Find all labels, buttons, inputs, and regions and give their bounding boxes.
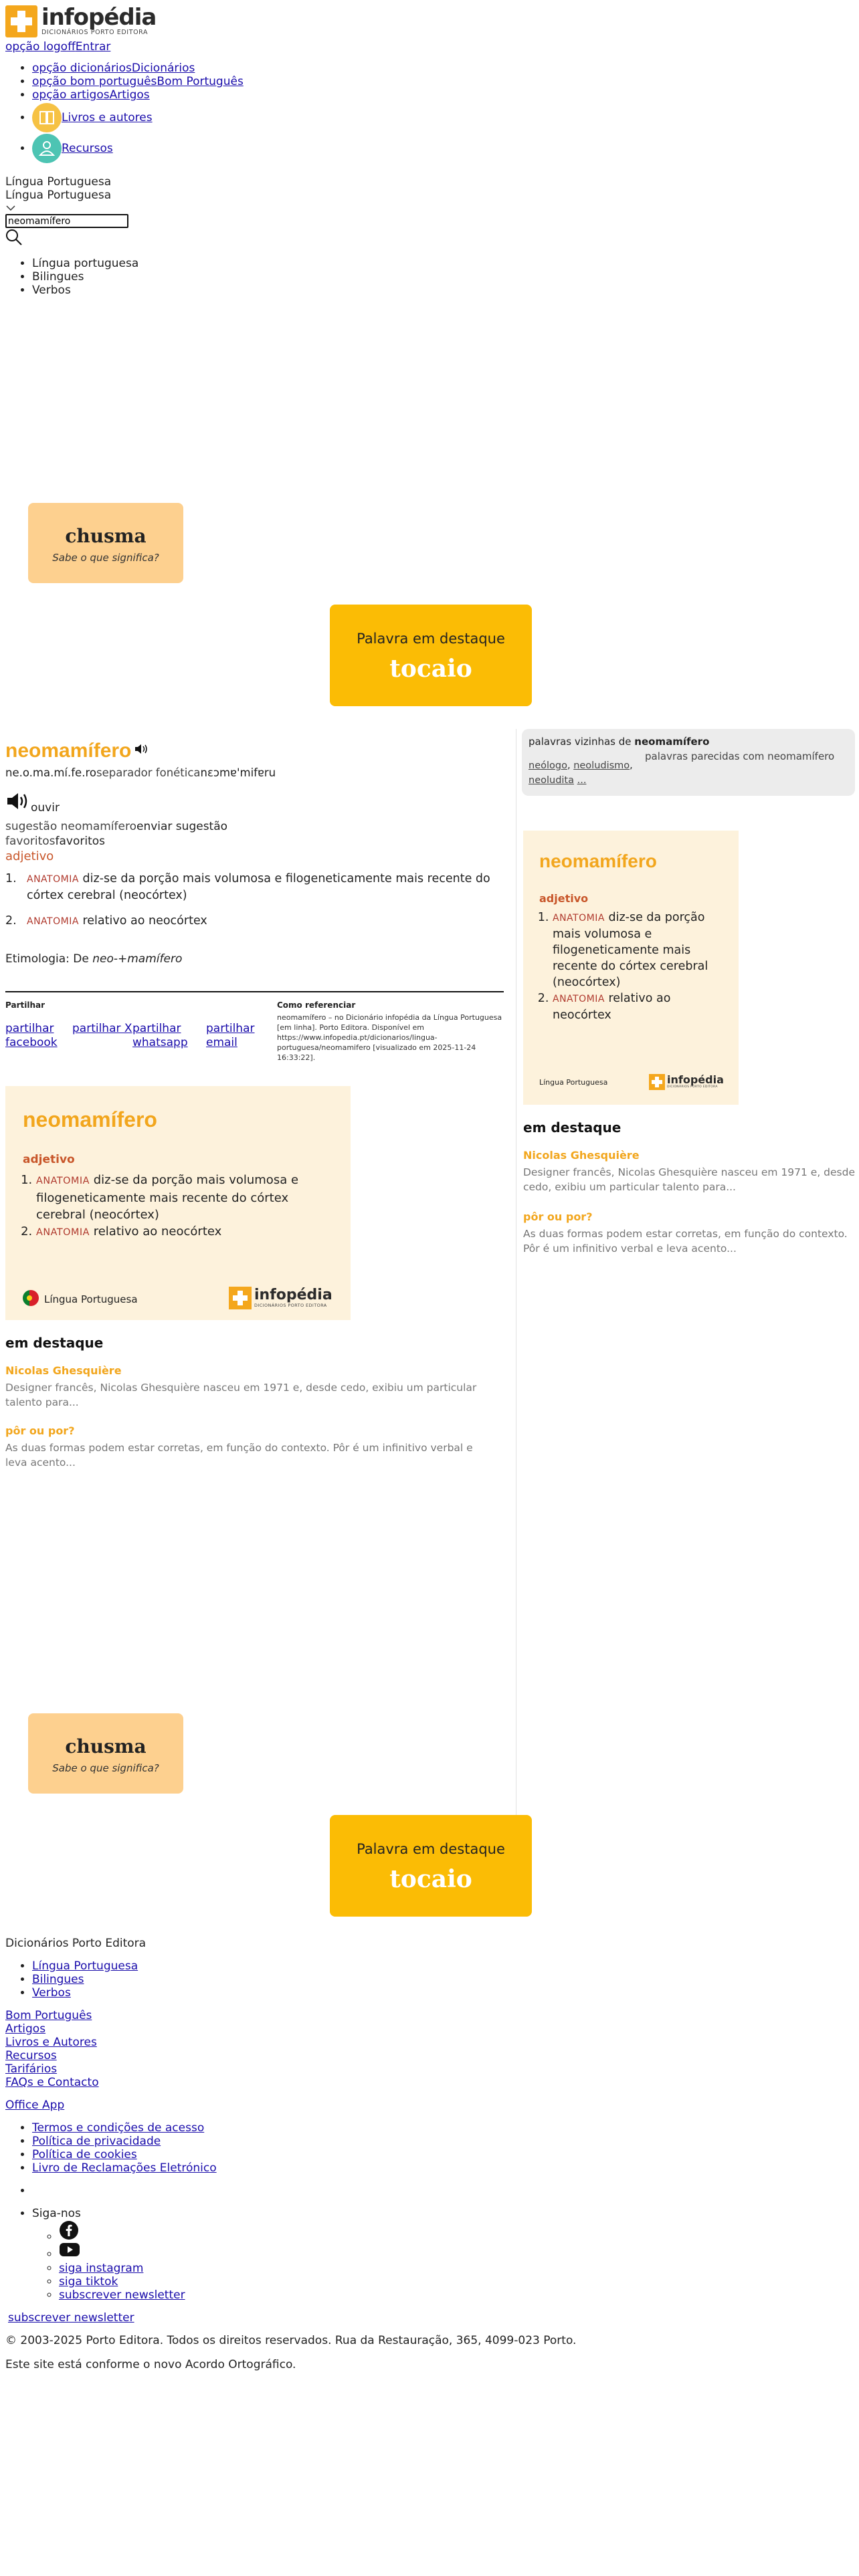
favorites-label: favoritos	[55, 835, 105, 848]
featured-word-card[interactable]	[330, 605, 532, 706]
logoff-image-icon: opção logoff	[5, 40, 76, 53]
card-pos: adjetivo	[539, 892, 589, 905]
sidebar-featured-article-2[interactable]	[523, 1210, 856, 1256]
syllables: ne.o.ma.mí.fe.ro	[5, 766, 96, 779]
quiz-card-bottom[interactable]	[28, 1713, 183, 1794]
sense-text: relativo ao neocórtex	[82, 914, 207, 928]
featured-label: Palavra em destaque	[357, 631, 505, 647]
nav-link-recursos[interactable]	[32, 142, 113, 155]
featured-article-2[interactable]	[5, 1424, 487, 1470]
card-sense-2	[553, 990, 727, 1023]
footer-link-recursos[interactable]: Recursos	[5, 2049, 57, 2062]
neighbor-word[interactable]: neoludismo	[573, 760, 630, 771]
suggestion-button[interactable]	[5, 820, 227, 834]
card-logo-name: infopédia	[254, 1286, 332, 1303]
quiz-question: Sabe o que significa?	[52, 552, 159, 564]
etymology-label: Etimologia: De	[5, 952, 89, 966]
nav-item-bom-portugues	[32, 75, 244, 88]
social-tiktok	[59, 2275, 576, 2288]
follow-label: Siga-nos	[32, 2207, 81, 2220]
speaker-icon	[5, 801, 31, 815]
footer-link-livros[interactable]: Livros e Autores	[5, 2036, 97, 2049]
share-whatsapp-button[interactable]: partilhar whatsapp	[132, 1022, 188, 1049]
nav-link-dicionarios[interactable]	[32, 62, 195, 75]
neighbors-title-prefix: palavras vizinhas de	[529, 736, 632, 748]
card-logo	[649, 1074, 724, 1090]
favorites-button[interactable]	[5, 835, 105, 849]
card-sense-area: ANATOMIA	[553, 994, 605, 1004]
sense-area: ANATOMIA	[27, 916, 79, 927]
article-summary: Designer francês, Nicolas Ghesquière nasceu em 1971 e, desde cedo, exibiu um particular talento para...	[523, 1166, 856, 1193]
card-sense-1	[553, 909, 727, 990]
footer-links	[5, 2009, 576, 2089]
copyright: © 2003-2025 Porto Editora. Todos os direitos reservados. Rua da Restauração, 365, 4099-023 Porto.	[5, 2334, 577, 2347]
sidebar-featured-title: em destaque	[523, 1119, 622, 1136]
card-sense-2	[36, 1223, 330, 1241]
footer-dictionary-links	[5, 1959, 576, 2000]
footer-link-termos[interactable]: Termos e condições de acesso	[32, 2121, 205, 2135]
dictionary-selected: Língua Portuguesa	[5, 175, 112, 189]
plus-logo-icon	[5, 5, 37, 37]
nav-link-bom-portugues[interactable]	[32, 75, 244, 88]
dictionary-selected-echo: Língua Portuguesa	[5, 189, 112, 202]
quiz-word: chusma	[65, 525, 147, 547]
etymology	[5, 952, 182, 966]
newsletter-link[interactable]: subscrever newsletter	[59, 2288, 185, 2302]
card-sense-text: relativo ao neocórtex	[93, 1224, 222, 1239]
neighbor-word[interactable]: neólogo	[529, 760, 567, 771]
card-logo-sub: DICIONÁRIOS PORTO EDITORA	[667, 1085, 718, 1089]
article-title: pôr ou por?	[523, 1210, 593, 1223]
headword: neomamífero	[5, 740, 132, 762]
card-senses	[23, 1172, 330, 1241]
footer-legal-links	[5, 2121, 576, 2175]
nav-label: Artigos	[109, 88, 150, 102]
logo-subtitle: DICIONÁRIOS PORTO EDITORA	[41, 29, 149, 36]
plus-logo-icon	[649, 1074, 665, 1090]
nav-item-artigos	[32, 88, 244, 102]
artigos-icon: opção artigos	[32, 88, 110, 102]
social-youtube	[59, 2242, 576, 2262]
divider	[5, 991, 504, 992]
main-nav	[5, 62, 244, 163]
featured-article-1[interactable]	[5, 1364, 487, 1410]
login-link[interactable]	[5, 40, 110, 54]
card-logo-sub: DICIONÁRIOS PORTO EDITORA	[254, 1302, 327, 1308]
article-summary: Designer francês, Nicolas Ghesquière nasceu em 1971 e, desde cedo, exibiu um particular talento para...	[5, 1382, 477, 1408]
card-sense-area: ANATOMIA	[36, 1227, 90, 1238]
dicionarios-icon: opção dicionários	[32, 62, 132, 75]
sidebar-word-card	[523, 831, 739, 1105]
nav-link-artigos[interactable]	[32, 88, 150, 102]
neighbor-words: neólogo, neoludismo, neoludita ...	[529, 760, 633, 786]
legal-item	[32, 2135, 576, 2148]
footer-link-bilingues[interactable]: Bilingues	[32, 1973, 84, 1986]
quiz-word: chusma	[65, 1735, 147, 1757]
favorites-image-icon: favoritos	[5, 835, 56, 848]
featured-word: tocaio	[389, 1865, 472, 1894]
footer-link-bom-portugues[interactable]: Bom Português	[5, 2009, 92, 2022]
sidebar-featured-article-1[interactable]	[523, 1149, 856, 1194]
featured-word: tocaio	[389, 655, 472, 683]
footer-dict-item	[32, 1973, 576, 1986]
footer-link-faqs[interactable]: FAQs e Contacto	[5, 2076, 99, 2089]
acordo-ortografico: Este site está conforme o novo Acordo Ortográfico.	[5, 2358, 296, 2371]
article-title: Nicolas Ghesquière	[5, 1364, 122, 1377]
article-title: pôr ou por?	[5, 1424, 75, 1437]
dictionary-options	[5, 257, 138, 297]
nav-label: Dicionários	[131, 62, 195, 75]
infopedia-logo[interactable]	[5, 4, 156, 39]
option-verbos[interactable]: • Verbos	[32, 284, 138, 297]
etymology-value: neo-+mamífero	[92, 952, 183, 966]
footer-link-tarifarios[interactable]: Tarifários	[5, 2062, 58, 2076]
sense-text: diz-se da porção mais volumosa e filogeneticamente mais recente do córtex cerebral (neocórtex)	[27, 872, 490, 902]
books-icon	[32, 103, 62, 132]
citation	[277, 1000, 503, 1063]
part-of-speech: adjetivo	[5, 849, 54, 863]
footer	[5, 1937, 576, 2371]
card-sense-text: diz-se da porção mais volumosa e filogeneticamente mais recente do córtex cerebral (neocórtex)	[553, 911, 708, 989]
legal-item	[32, 2148, 576, 2161]
instagram-icon[interactable]: siga instagram	[59, 2262, 144, 2275]
listen-label: ouvir	[31, 801, 60, 815]
nav-link-livros[interactable]	[32, 111, 153, 124]
sense-1	[5, 871, 500, 903]
listen-button[interactable]	[5, 791, 60, 815]
legal-item	[32, 2161, 576, 2175]
nav-item-livros	[32, 103, 244, 132]
resources-icon	[32, 134, 62, 163]
more-neighbors-link[interactable]: ...	[577, 775, 587, 786]
option-lingua-portuguesa[interactable]: • Língua portuguesa	[32, 257, 138, 270]
card-word: neomamífero	[539, 851, 657, 871]
article-summary: As duas formas podem estar corretas, em função do contexto. Pôr é um infinitivo verbal e leva acento...	[5, 1442, 473, 1469]
footer-link-cookies[interactable]: Política de cookies	[32, 2148, 137, 2161]
footer-dict-item	[32, 1986, 576, 2000]
card-sense-1	[36, 1172, 330, 1223]
article-title: Nicolas Ghesquière	[523, 1149, 640, 1162]
nav-label: Livros e autores	[62, 111, 153, 124]
plus-logo-icon	[229, 1287, 252, 1309]
card-word: neomamífero	[23, 1107, 157, 1132]
article-summary: As duas formas podem estar corretas, em função do contexto. Pôr é um infinitivo verbal e leva acento...	[523, 1228, 848, 1255]
similar-words-image-icon: palavras parecidas com neomamífero	[645, 750, 835, 762]
featured-section-title: em destaque	[5, 1335, 104, 1351]
footer-link-artigos[interactable]: Artigos	[5, 2022, 46, 2036]
portugal-flag-icon	[23, 1290, 39, 1309]
sense-area: ANATOMIA	[27, 874, 79, 885]
suggestion-label: enviar sugestão	[136, 820, 228, 833]
neighbor-words-box	[522, 729, 855, 796]
nav-item-dicionarios	[32, 62, 244, 75]
share-facebook-button[interactable]: partilhar facebook	[5, 1022, 58, 1049]
search-icon[interactable]	[5, 229, 23, 250]
card-pos: adjetivo	[23, 1153, 75, 1166]
footer-social	[5, 2184, 576, 2302]
entry	[5, 738, 507, 780]
card-sense-area: ANATOMIA	[36, 1176, 90, 1186]
share-x-button[interactable]: partilhar X	[72, 1022, 132, 1035]
quiz-question: Sabe o que significa?	[52, 1762, 159, 1774]
tiktok-icon[interactable]: siga tiktok	[59, 2275, 118, 2288]
sense-number: 2.	[5, 914, 17, 928]
card-sense-text: diz-se da porção mais volumosa e filogeneticamente mais recente do córtex cerebral (neocórtex)	[36, 1173, 299, 1222]
footer-heading: Dicionários Porto Editora	[5, 1937, 147, 1950]
social-instagram	[59, 2262, 576, 2275]
phonetic-separator: separador fonética	[96, 766, 201, 779]
search-input[interactable]	[5, 214, 128, 228]
card-logo-name: infopédia	[667, 1073, 724, 1087]
senses-list	[5, 871, 500, 939]
dictionary-selector[interactable]	[5, 175, 111, 215]
nav-label: Recursos	[62, 142, 113, 155]
share-buttons	[5, 1022, 273, 1050]
nav-item-recursos	[32, 134, 244, 163]
footer-link-office-app[interactable]: Office App	[5, 2099, 65, 2112]
footer-link-lingua-portuguesa[interactable]: Língua Portuguesa	[32, 1959, 138, 1973]
featured-word-card-bottom[interactable]	[330, 1815, 532, 1917]
share-email-button[interactable]: partilhar email	[206, 1022, 255, 1049]
youtube-icon[interactable]	[59, 2248, 80, 2261]
neighbor-word[interactable]: neoludita	[529, 775, 575, 786]
footer-link-verbos[interactable]: Verbos	[32, 1986, 71, 2000]
sense-number: 1.	[5, 872, 17, 885]
empty-item	[32, 2184, 576, 2197]
citation-title: Como referenciar	[277, 1000, 356, 1010]
newsletter-button[interactable]: subscrever newsletter	[5, 2311, 137, 2325]
chevron-down-icon[interactable]	[5, 202, 111, 215]
share-title: Partilhar	[5, 1000, 45, 1010]
featured-label: Palavra em destaque	[357, 1841, 505, 1857]
logo-name: infopédia	[41, 4, 157, 31]
card-senses	[539, 909, 727, 1023]
card-logo	[229, 1287, 332, 1309]
social-facebook	[59, 2220, 576, 2242]
phonetic: nɛɔmɐ'mifɐru	[200, 766, 276, 779]
neighbors-title-word: neomamífero	[634, 736, 710, 748]
word-card	[5, 1086, 351, 1320]
footer-link-privacidade[interactable]: Política de privacidade	[32, 2135, 161, 2148]
card-sense-area: ANATOMIA	[553, 913, 605, 924]
citation-text: neomamífero – no Dicionário infopédia da Língua Portuguesa [em linha]. Porto Editora. Disponível em https://www.infopedia.pt/dicionarios/lingua-portuguesa/neomamifero [visualizado em 2025-11-24 16:33:22].	[277, 1013, 502, 1062]
quiz-card[interactable]	[28, 503, 183, 583]
footer-dict-item	[32, 1959, 576, 1973]
bom-portugues-icon: opção bom português	[32, 75, 157, 88]
suggestion-image-icon: sugestão neomamífero	[5, 820, 136, 833]
card-dictionary: Língua Portuguesa	[44, 1293, 138, 1305]
option-bilingues[interactable]: • Bilingues	[32, 270, 138, 284]
speaker-small-icon[interactable]	[134, 743, 149, 759]
card-dictionary: Língua Portuguesa	[539, 1078, 608, 1087]
card-sense-text: relativo ao neocórtex	[553, 992, 671, 1022]
nav-label: Bom Português	[157, 75, 244, 88]
footer-link-reclamacoes[interactable]: Livro de Reclamações Eletrónico	[32, 2161, 217, 2175]
social-list	[32, 2220, 576, 2302]
follow-item	[32, 2207, 576, 2302]
legal-item	[32, 2121, 576, 2135]
sense-2	[5, 913, 500, 930]
social-newsletter	[59, 2288, 576, 2302]
login-label: Entrar	[75, 40, 111, 53]
